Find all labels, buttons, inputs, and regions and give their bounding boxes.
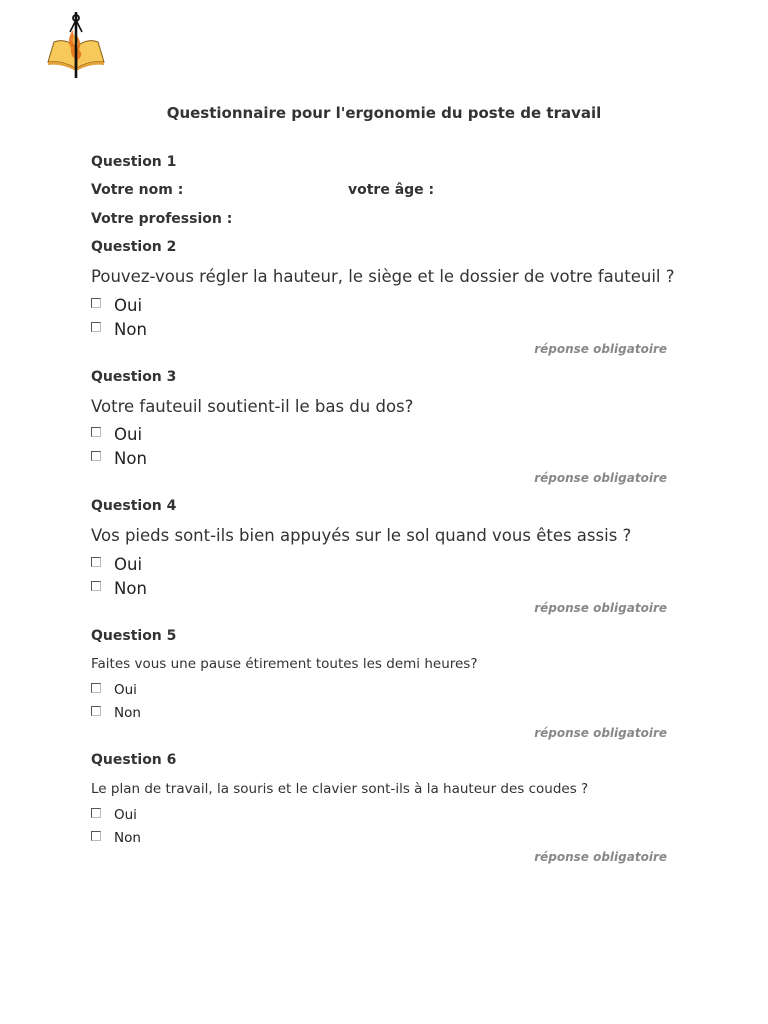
- question-1-heading: Question 1: [91, 154, 177, 170]
- option-oui[interactable]: [91, 297, 142, 315]
- profession-label: Votre profession :: [91, 211, 233, 227]
- question-3-heading: Question 3: [91, 369, 177, 385]
- checkbox-icon[interactable]: [91, 427, 101, 437]
- book-compass-logo: [44, 10, 108, 80]
- page-title: Questionnaire pour l'ergonomie du poste de travail: [166, 104, 602, 122]
- option-non[interactable]: [91, 830, 141, 846]
- option-oui[interactable]: [91, 426, 142, 444]
- question-6-text: Le plan de travail, la souris et le clavier sont-ils à la hauteur des coudes ?: [91, 781, 589, 797]
- question-6-heading: Question 6: [91, 752, 177, 768]
- option-label: Non: [114, 449, 147, 468]
- question-4-heading: Question 4: [91, 498, 177, 514]
- checkbox-icon[interactable]: [91, 831, 101, 841]
- option-label: Oui: [114, 807, 137, 823]
- option-label: Non: [114, 705, 141, 721]
- option-label: Non: [114, 830, 141, 846]
- question-5-heading: Question 5: [91, 628, 177, 644]
- name-label: Votre nom :: [91, 182, 184, 198]
- option-label: Non: [114, 579, 147, 598]
- option-label: Oui: [114, 682, 137, 698]
- checkbox-icon[interactable]: [91, 581, 101, 591]
- required-note: réponse obligatoire: [534, 342, 667, 356]
- checkbox-icon[interactable]: [91, 808, 101, 818]
- required-note: réponse obligatoire: [534, 850, 667, 864]
- option-label: Oui: [114, 555, 143, 574]
- option-label: Non: [114, 320, 147, 339]
- option-non[interactable]: [91, 450, 147, 468]
- option-non[interactable]: [91, 321, 147, 339]
- checkbox-icon[interactable]: [91, 683, 101, 693]
- option-oui[interactable]: [91, 556, 142, 574]
- question-5-text: Faites vous une pause étirement toutes les demi heures?: [91, 656, 478, 672]
- question-2-heading: Question 2: [91, 239, 177, 255]
- required-note: réponse obligatoire: [534, 601, 667, 615]
- option-label: Oui: [114, 425, 143, 444]
- option-oui[interactable]: [91, 807, 137, 823]
- required-note: réponse obligatoire: [534, 726, 667, 740]
- age-label: votre âge :: [348, 182, 435, 198]
- option-oui[interactable]: [91, 682, 137, 698]
- option-non[interactable]: [91, 705, 141, 721]
- question-4-text: Vos pieds sont-ils bien appuyés sur le sol quand vous êtes assis ?: [91, 526, 632, 545]
- required-note: réponse obligatoire: [534, 471, 667, 485]
- checkbox-icon[interactable]: [91, 706, 101, 716]
- option-non[interactable]: [91, 580, 147, 598]
- checkbox-icon[interactable]: [91, 557, 101, 567]
- question-3-text: Votre fauteuil soutient-il le bas du dos?: [91, 397, 414, 416]
- option-label: Oui: [114, 296, 143, 315]
- checkbox-icon[interactable]: [91, 451, 101, 461]
- checkbox-icon[interactable]: [91, 322, 101, 332]
- checkbox-icon[interactable]: [91, 298, 101, 308]
- question-2-text: Pouvez-vous régler la hauteur, le siège et le dossier de votre fauteuil ?: [91, 267, 675, 286]
